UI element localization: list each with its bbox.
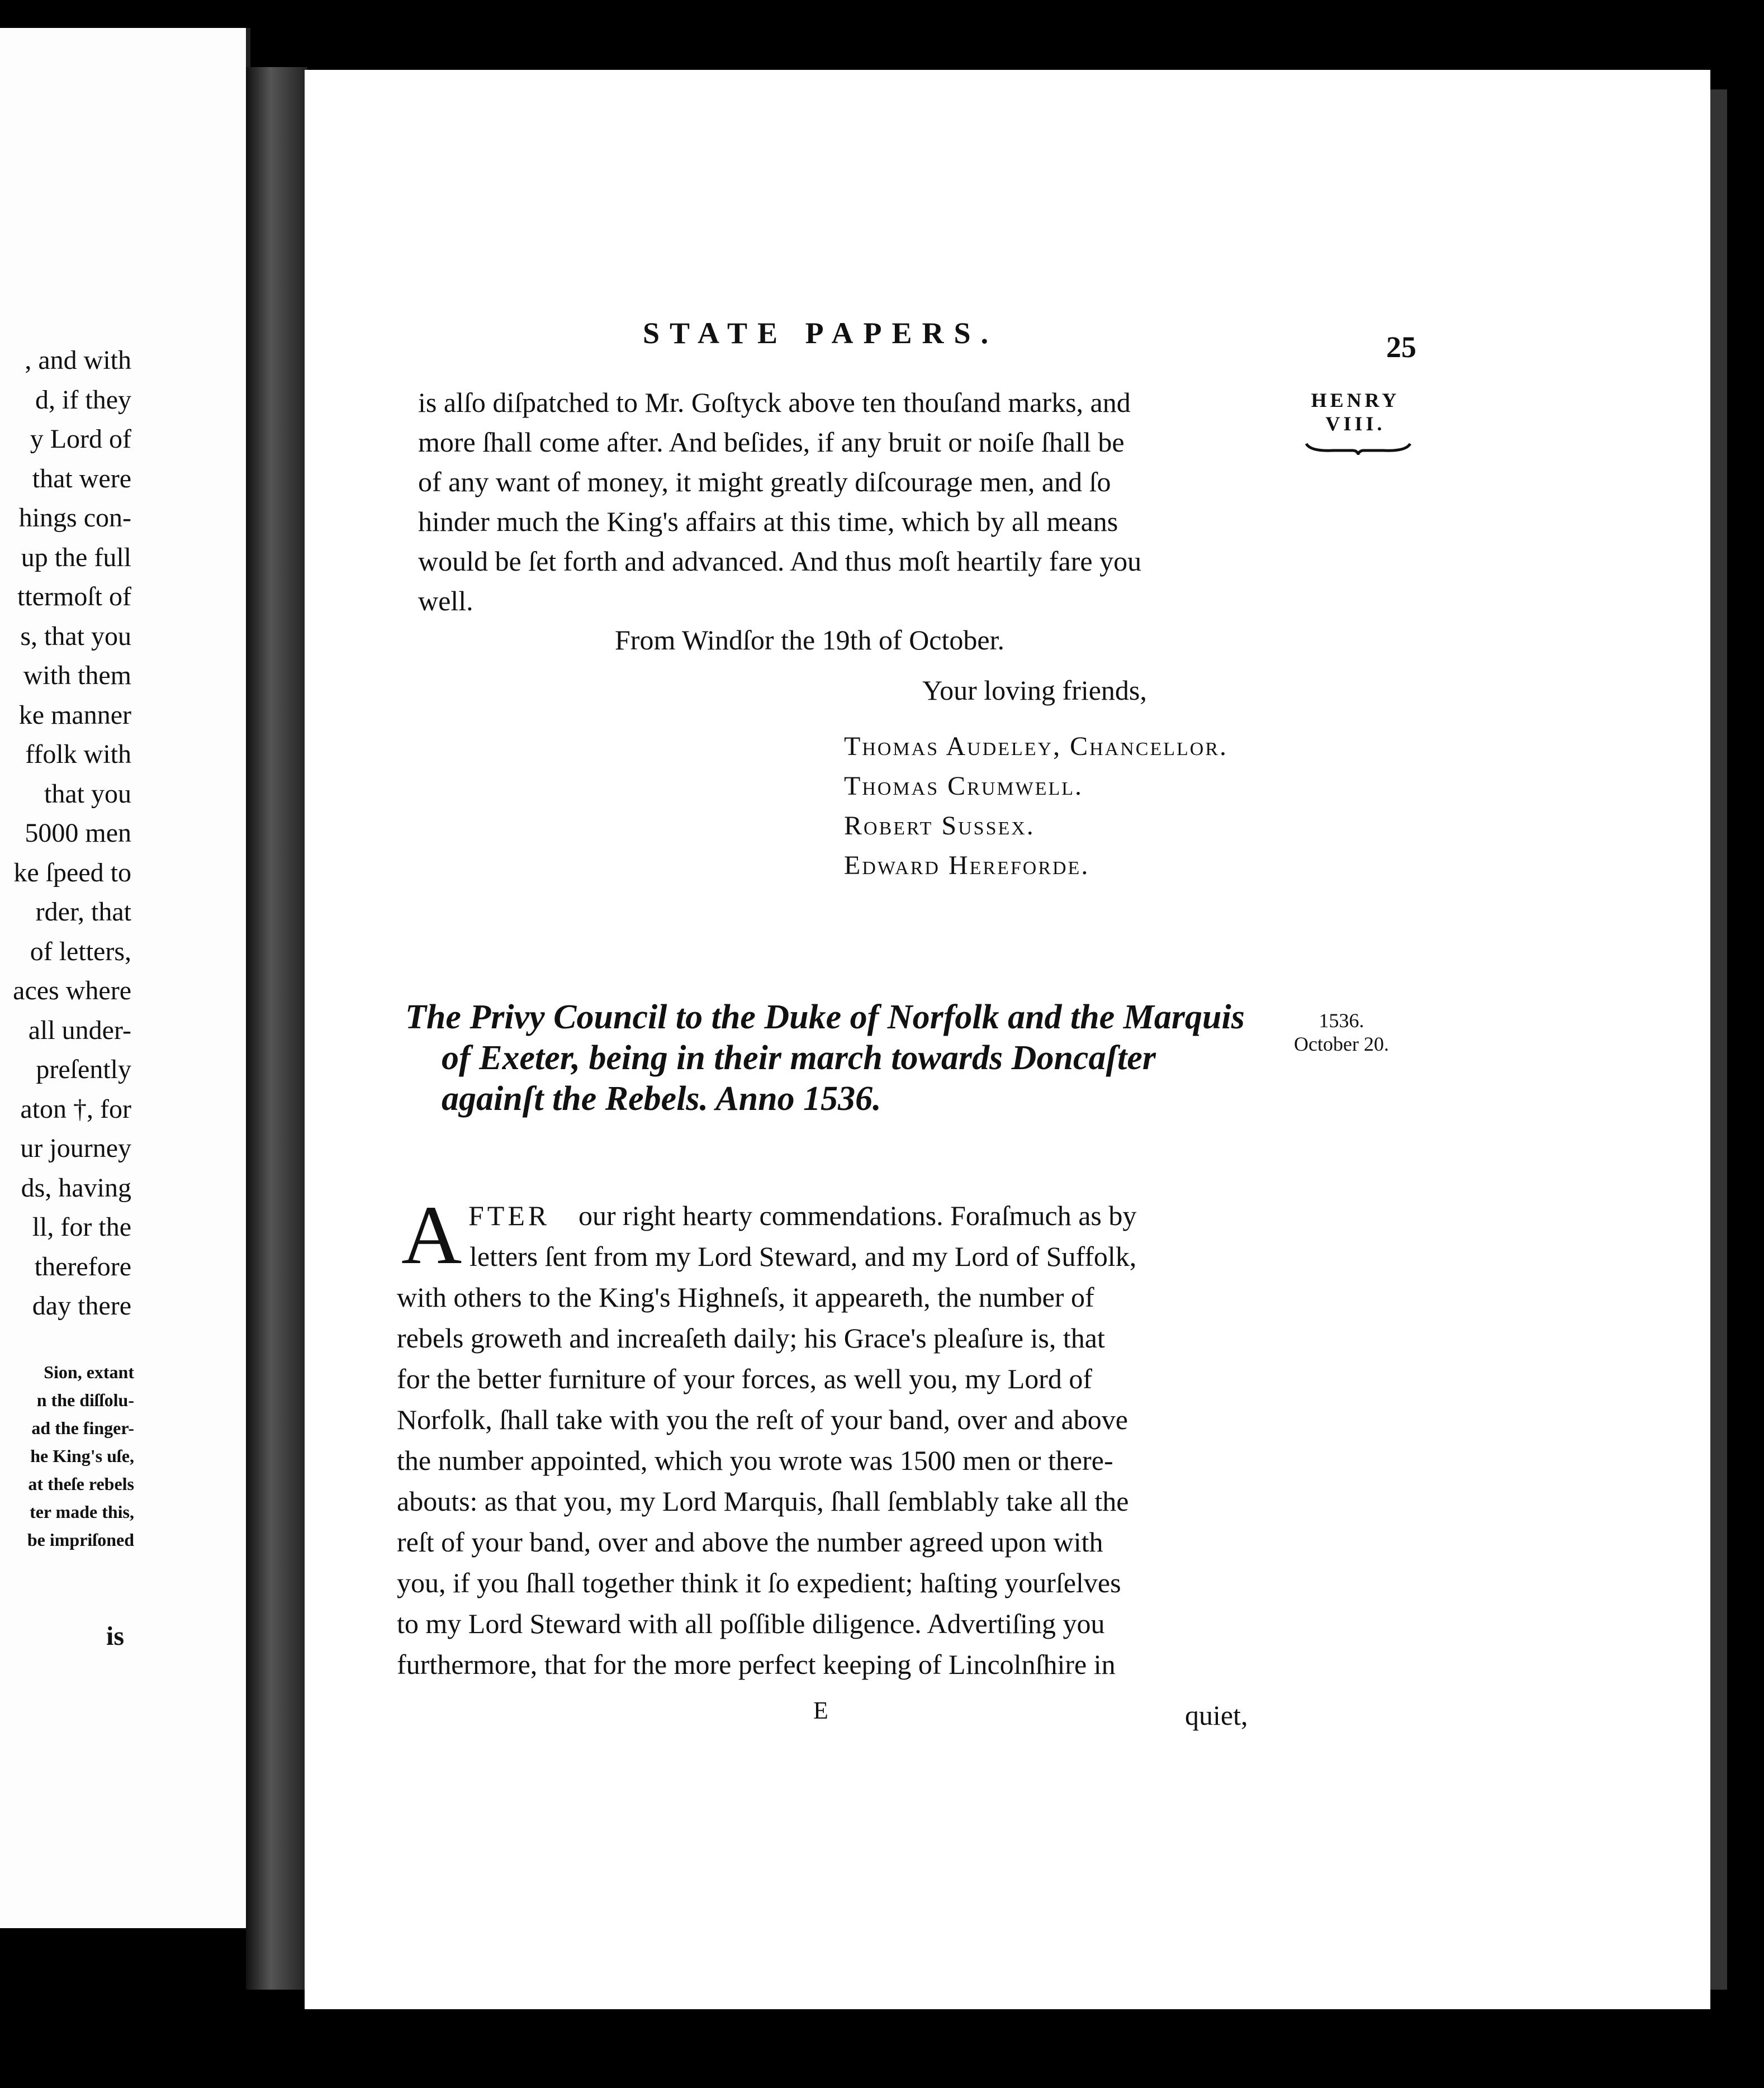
left-page-line: therefore (34, 1251, 131, 1282)
left-page-line: ke manner (18, 700, 131, 730)
left-page-line: that were (32, 463, 131, 493)
left-footnote-line: Sion, extant (44, 1362, 134, 1382)
margin-note (1302, 388, 1409, 435)
left-page-line: aces where (13, 976, 131, 1005)
left-page-line: day there (32, 1291, 131, 1321)
left-page-line: y Lord of (30, 424, 131, 454)
left-page-line: ur journey (20, 1133, 131, 1163)
body-line: more ſhall come after. And beſides, if any bruit or noiſe ſhall be (418, 426, 1125, 458)
left-facing-page (0, 28, 250, 1928)
left-footnote-line: ad the finger- (31, 1418, 134, 1438)
body-line: the number appointed, which you wrote was 1500 men or there- (397, 1445, 1113, 1476)
title-line: of Exeter, being in their march towards Doncaſter (442, 1039, 1156, 1077)
body-line: hinder much the King's affairs at this time, which by all means (418, 506, 1118, 537)
drop-cap: A (401, 1189, 462, 1282)
left-page-line: hings con- (18, 503, 131, 533)
left-page-line: d, if they (35, 385, 131, 415)
left-page-line: rder, that (35, 897, 131, 927)
body-line: would be ſet forth and advanced. And thus moſt heartily fare you (418, 545, 1142, 577)
signature-line: Thomas Crumwell. (844, 771, 1083, 801)
left-page-line: of letters, (30, 936, 131, 966)
left-page-line: aton †, for (20, 1094, 131, 1124)
body-line: you, if you ſhall together think it ſo expedient; haſting yourſelves (397, 1567, 1121, 1598)
body-line: furthermore, that for the more perfect keeping of Lincolnſhire in (397, 1649, 1116, 1680)
body-line: letters ſent from my Lord Steward, and my Lord of Suffolk, (470, 1241, 1137, 1272)
body-line: to my Lord Steward with all poſſible diligence. Advertiſing you (397, 1608, 1105, 1639)
title-line: The Privy Council to the Duke of Norfolk and the Marquis (405, 998, 1245, 1036)
left-page-line: ll, for the (32, 1212, 131, 1242)
brace-ornament (1305, 442, 1411, 455)
body-line: our right hearty commendations. Foraſmuch as by (578, 1200, 1137, 1231)
page-number: 25 (1386, 330, 1416, 364)
left-footnote-line: be impriſoned (27, 1530, 134, 1550)
book-gutter (246, 67, 307, 1990)
closing: Your loving friends, (922, 675, 1147, 706)
body-line: well. (418, 585, 473, 616)
catchword: quiet, (1185, 1700, 1248, 1731)
left-footnote-line: at theſe rebels (28, 1474, 134, 1494)
left-page-line: 5000 men (25, 818, 131, 848)
left-page-line: ds, having (21, 1173, 131, 1203)
date-year: 1536. (1319, 1009, 1364, 1032)
signature-mark: E (813, 1697, 828, 1724)
body-line: with others to the King's Highneſs, it appeareth, the number of (397, 1282, 1094, 1313)
left-page-line: preſently (36, 1055, 131, 1084)
running-head: STATE PAPERS. (643, 316, 999, 350)
left-catchword: is (106, 1621, 125, 1651)
left-page-line: ffolk with (25, 739, 131, 769)
body-line: Norfolk, ſhall take with you the reſt of your band, over and above (397, 1404, 1128, 1435)
left-page-line: ttermoſt of (17, 582, 131, 611)
left-page-line: , and with (25, 345, 131, 375)
first-word: FTER (468, 1200, 551, 1231)
left-page-line: up the full (21, 542, 131, 572)
date-note (1286, 1009, 1397, 1056)
left-footnote-line: ter made this, (30, 1502, 134, 1522)
body-line: for the better furniture of your forces, as well you, my Lord of (397, 1363, 1093, 1394)
left-page-line: ke ſpeed to (13, 857, 131, 888)
left-page-line: all under- (28, 1015, 131, 1045)
left-footnote-line: he King's uſe, (30, 1446, 134, 1466)
date-day: October 20. (1294, 1033, 1389, 1055)
signature-line: Robert Sussex. (844, 811, 1035, 841)
left-footnote-line: n the diſſolu- (36, 1390, 134, 1410)
margin-note-line2: VIII. (1325, 412, 1386, 435)
margin-note-line1: HENRY (1311, 389, 1400, 411)
title-line: againſt the Rebels. Anno 1536. (442, 1080, 881, 1118)
body-line: rebels groweth and increaſeth daily; his Grace's pleaſure is, that (397, 1322, 1105, 1354)
body-line: abouts: as that you, my Lord Marquis, ſhall ſemblably take all the (397, 1486, 1129, 1517)
dateline: From Windſor the 19th of October. (615, 624, 1004, 656)
left-page-line: that you (44, 779, 131, 809)
signature-line: Thomas Audeley, Chancellor. (844, 732, 1228, 761)
signature-line: Edward Hereforde. (844, 851, 1090, 880)
left-page-line: with them (23, 661, 131, 690)
body-line: reſt of your band, over and above the number agreed upon with (397, 1526, 1103, 1558)
left-page-line: s, that you (20, 621, 131, 651)
body-line: is alſo diſpatched to Mr. Goſtyck above ten thouſand marks, and (418, 387, 1131, 418)
body-line: of any want of money, it might greatly diſcourage men, and ſo (418, 466, 1111, 497)
